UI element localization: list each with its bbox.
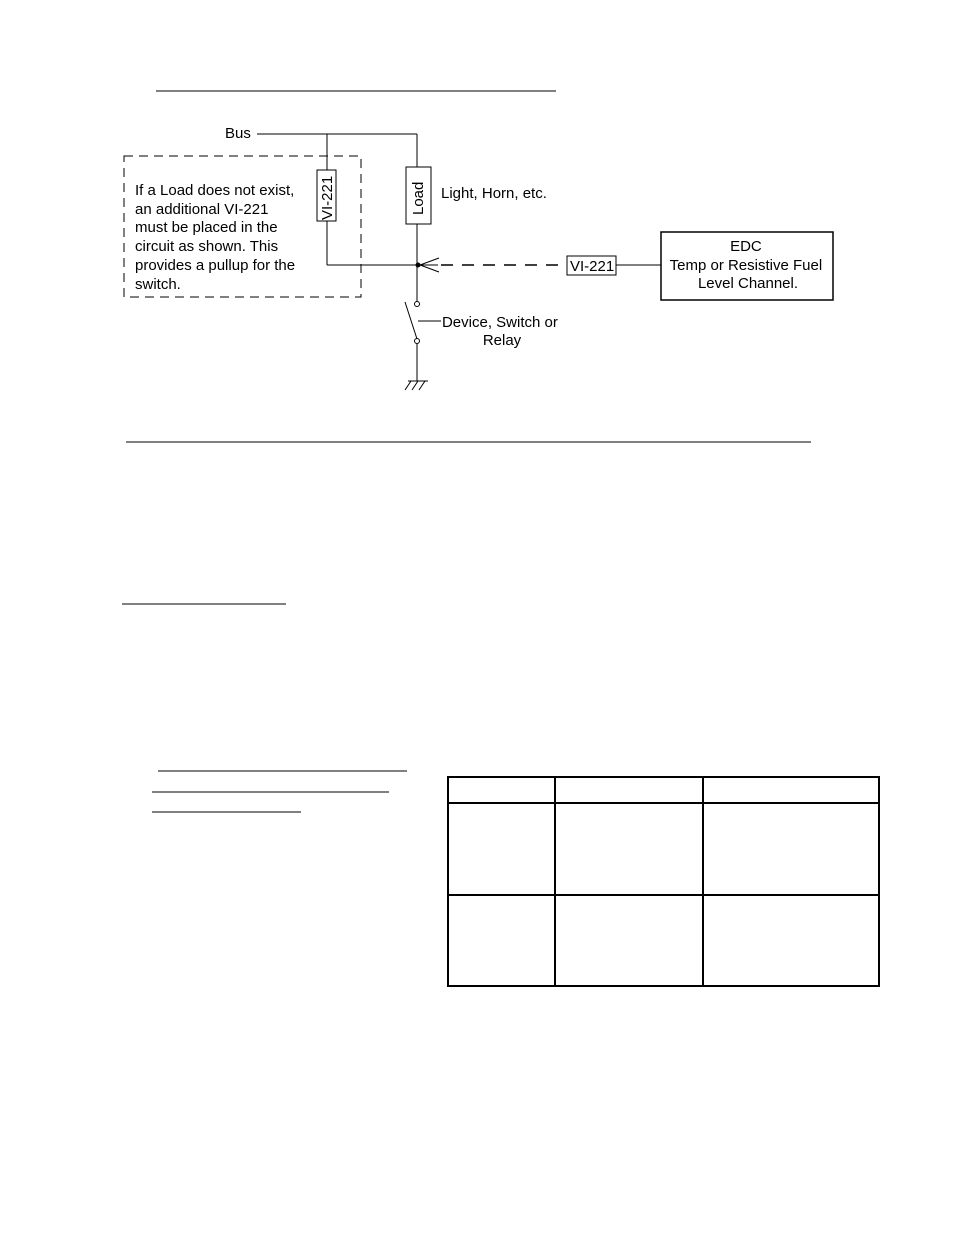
wiring-diagram — [124, 125, 833, 390]
switch-blade — [405, 302, 417, 339]
edc-label: EDC Temp or Resistive Fuel Level Channel. — [669, 238, 823, 292]
pullup-note: If a Load does not exist, an additional VI-221 must be placed in the circuit as shown. This provides a pullup for the switch. — [135, 182, 296, 293]
switch-top-contact — [415, 302, 420, 307]
signal-arrow — [420, 258, 439, 272]
switch-label: Device, Switch or Relay — [441, 314, 558, 349]
left-resistor-label: VI-221 — [319, 175, 336, 220]
load-description: Light, Horn, etc. — [441, 185, 547, 202]
load-label: Load — [410, 181, 427, 215]
switch-bottom-contact — [415, 339, 420, 344]
bus-label: Bus — [225, 125, 251, 142]
series-resistor-label: VI-221 — [570, 258, 615, 275]
table-outline — [448, 777, 879, 986]
data-table — [448, 777, 879, 986]
chassis-ground-icon — [405, 381, 428, 390]
